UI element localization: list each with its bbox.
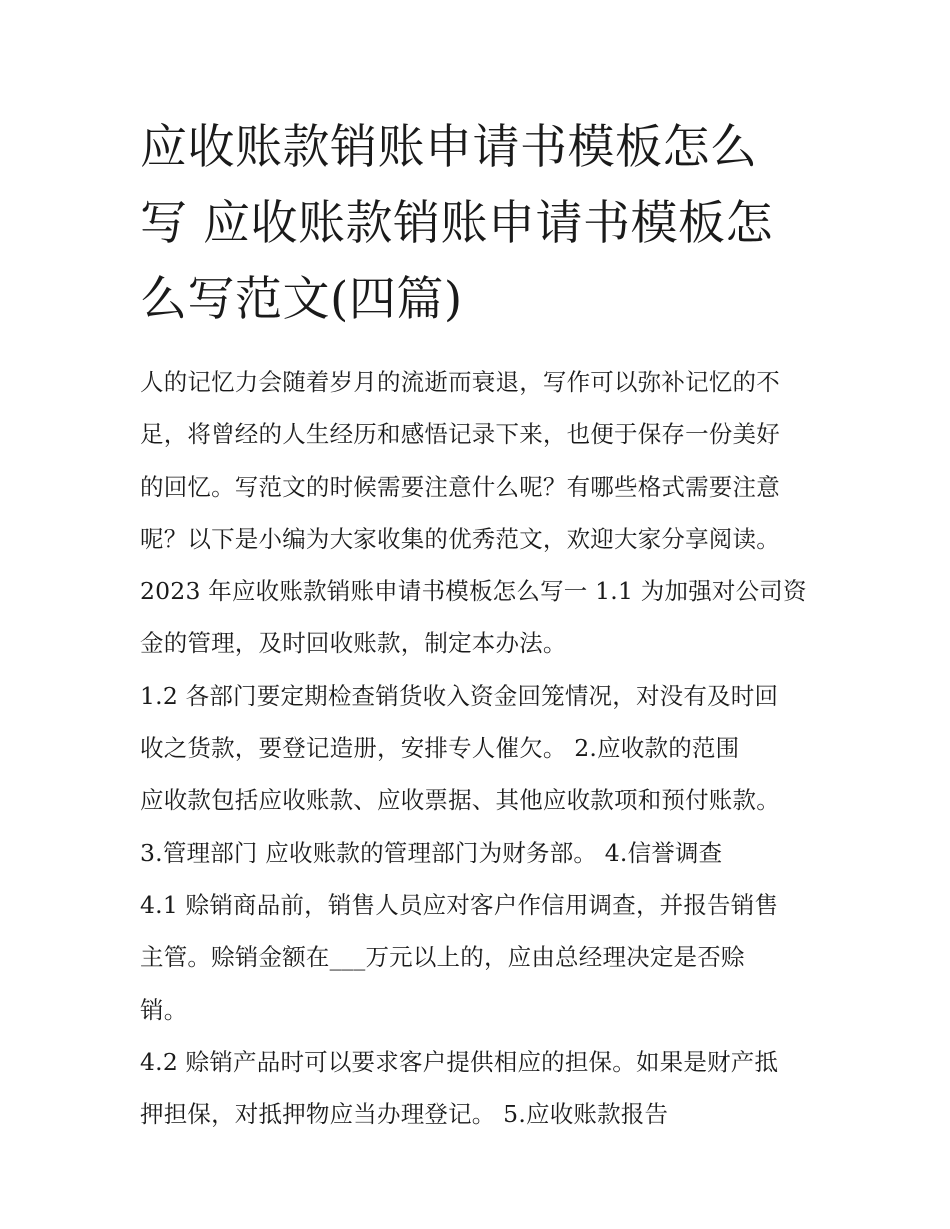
title-line: 写 应收账款销账申请书模板怎 xyxy=(140,196,773,251)
title-line: 应收账款销账申请书模板怎么 xyxy=(140,120,758,175)
body-line: 呢？以下是小编为大家收集的优秀范文，欢迎大家分享阅读。 xyxy=(140,524,780,553)
body-line: 4.1 赊销商品前，销售人员应对客户作信用调查，并报告销售 xyxy=(140,890,779,919)
body-line: 的回忆。写范文的时候需要注意什么呢？有哪些格式需要注意 xyxy=(140,472,780,501)
document-body xyxy=(140,356,820,1140)
body-line: 押担保，对抵押物应当办理登记。 5.应收账款报告 xyxy=(140,1100,669,1129)
body-line: 收之货款，要登记造册，安排专人催欠。 2.应收款的范围 xyxy=(140,734,740,763)
intro-paragraph xyxy=(140,356,820,670)
body-line: 销。 xyxy=(140,995,188,1024)
section-paragraph xyxy=(140,670,820,1036)
body-line: 3.管理部门 应收账款的管理部门为财务部。 4.信誉调查 xyxy=(140,838,723,867)
body-line: 金的管理，及时回收账款，制定本办法。 xyxy=(140,629,567,658)
body-line: 应收款包括应收账款、应收票据、其他应收款项和预付账款。 xyxy=(140,786,780,815)
body-line: 1.2 各部门要定期检查销货收入资金回笼情况，对没有及时回 xyxy=(140,681,779,710)
body-line: 4.2 赊销产品时可以要求客户提供相应的担保。如果是财产抵 xyxy=(140,1047,779,1076)
body-line: 主管。赊销金额在___万元以上的，应由总经理决定是否赊 xyxy=(140,943,745,972)
title-line: 么写范文(四篇) xyxy=(140,272,463,327)
body-line: 2023 年应收账款销账申请书模板怎么写一 1.1 为加强对公司资 xyxy=(140,577,807,606)
section-paragraph xyxy=(140,1036,820,1141)
document-title xyxy=(140,110,820,338)
body-line: 人的记忆力会随着岁月的流逝而衰退，写作可以弥补记忆的不 xyxy=(140,368,780,396)
body-line: 足，将曾经的人生经历和感悟记录下来，也便于保存一份美好 xyxy=(140,420,780,449)
document-page xyxy=(140,110,820,1140)
